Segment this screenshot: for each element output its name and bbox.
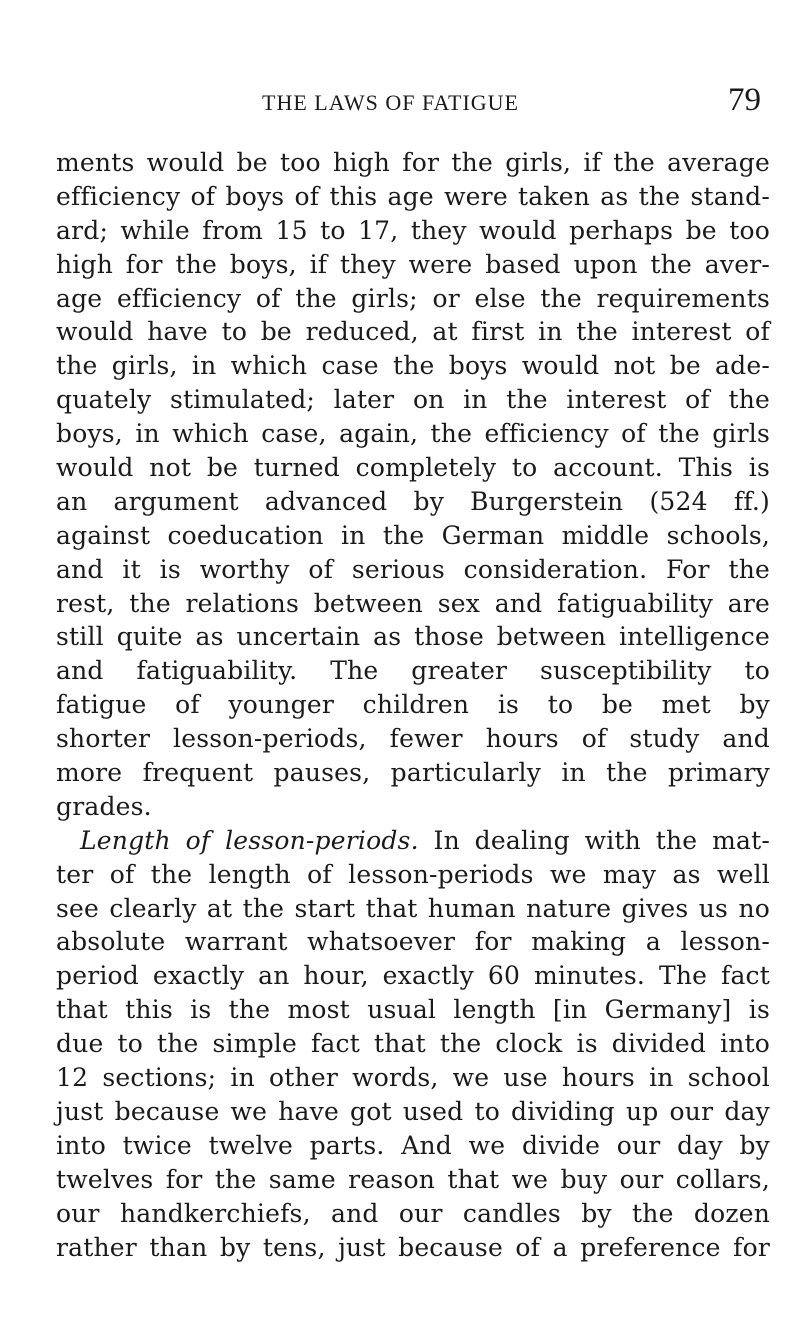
text-line: ard; while from 15 to 17, they would perhaps be too [56,215,770,245]
running-title: THE LAWS OF FATIGUE [262,90,519,115]
text-line: absolute warrant whatsoever for making a lesson- [56,927,770,957]
text-line: and fatiguability. The greater susceptibility to [56,656,770,686]
text-line: ments would be too high for the girls, if the average [56,148,770,177]
text-line: fatigue of younger children is to be met by [56,690,770,720]
section-opening-line [56,824,770,858]
text-line: and it is worthy of serious consideration. For the [56,554,770,584]
text-line: just because we have got used to dividing up our day [56,1096,770,1126]
text-line: 12 sections; in other words, we use hours in school [56,1063,770,1093]
text-line: that this is the most usual length [in Germany] is [56,995,770,1025]
running-header [0,82,800,126]
text-line: ter of the length of lesson-periods we may as well [56,859,770,889]
text-line: boys, in which case, again, the efficiency of the girls [56,419,770,449]
text-line: against coeducation in the German middle schools, [56,520,770,550]
text-line: our handkerchiefs, and our candles by the dozen [56,1198,770,1228]
body-text [56,146,770,1264]
text-line: efficiency of boys of this age were taken as the stand- [56,181,770,211]
text-line: into twice twelve parts. And we divide our day by [56,1130,770,1160]
text-line: rest, the relations between sex and fatiguability are [56,588,770,618]
text-line: would have to be reduced, at first in the interest of [56,317,770,347]
text-line: more frequent pauses, particularly in the primary [56,758,770,788]
text-line: see clearly at the start that human nature gives us no [56,893,770,923]
text-line: twelves for the same reason that we buy our collars, [56,1164,770,1194]
text-line: would not be turned completely to account. This is [56,453,770,483]
text-line: high for the boys, if they were based upon the aver- [56,249,770,279]
text-line: quately stimulated; later on in the interest of the [56,385,770,415]
section-heading: Length of lesson-periods. [80,825,419,855]
text-line: period exactly an hour, exactly 60 minutes. The fact [56,961,770,991]
text-line: shorter lesson-periods, fewer hours of study and [56,724,770,754]
page-number: 79 [728,82,761,118]
text-line: age efficiency of the girls; or else the requirements [56,283,770,313]
text-line: still quite as uncertain as those between intelligence [56,622,770,652]
text-line: the girls, in which case the boys would not be ade- [56,351,770,381]
text-line: due to the simple fact that the clock is divided into [56,1029,770,1059]
text-line: rather than by tens, just because of a preference for [56,1232,770,1262]
text-line: grades. [56,791,152,821]
text-line: an argument advanced by Burgerstein (524 ff.) [56,486,770,516]
section-opening-text: In dealing with the mat- [418,825,770,855]
